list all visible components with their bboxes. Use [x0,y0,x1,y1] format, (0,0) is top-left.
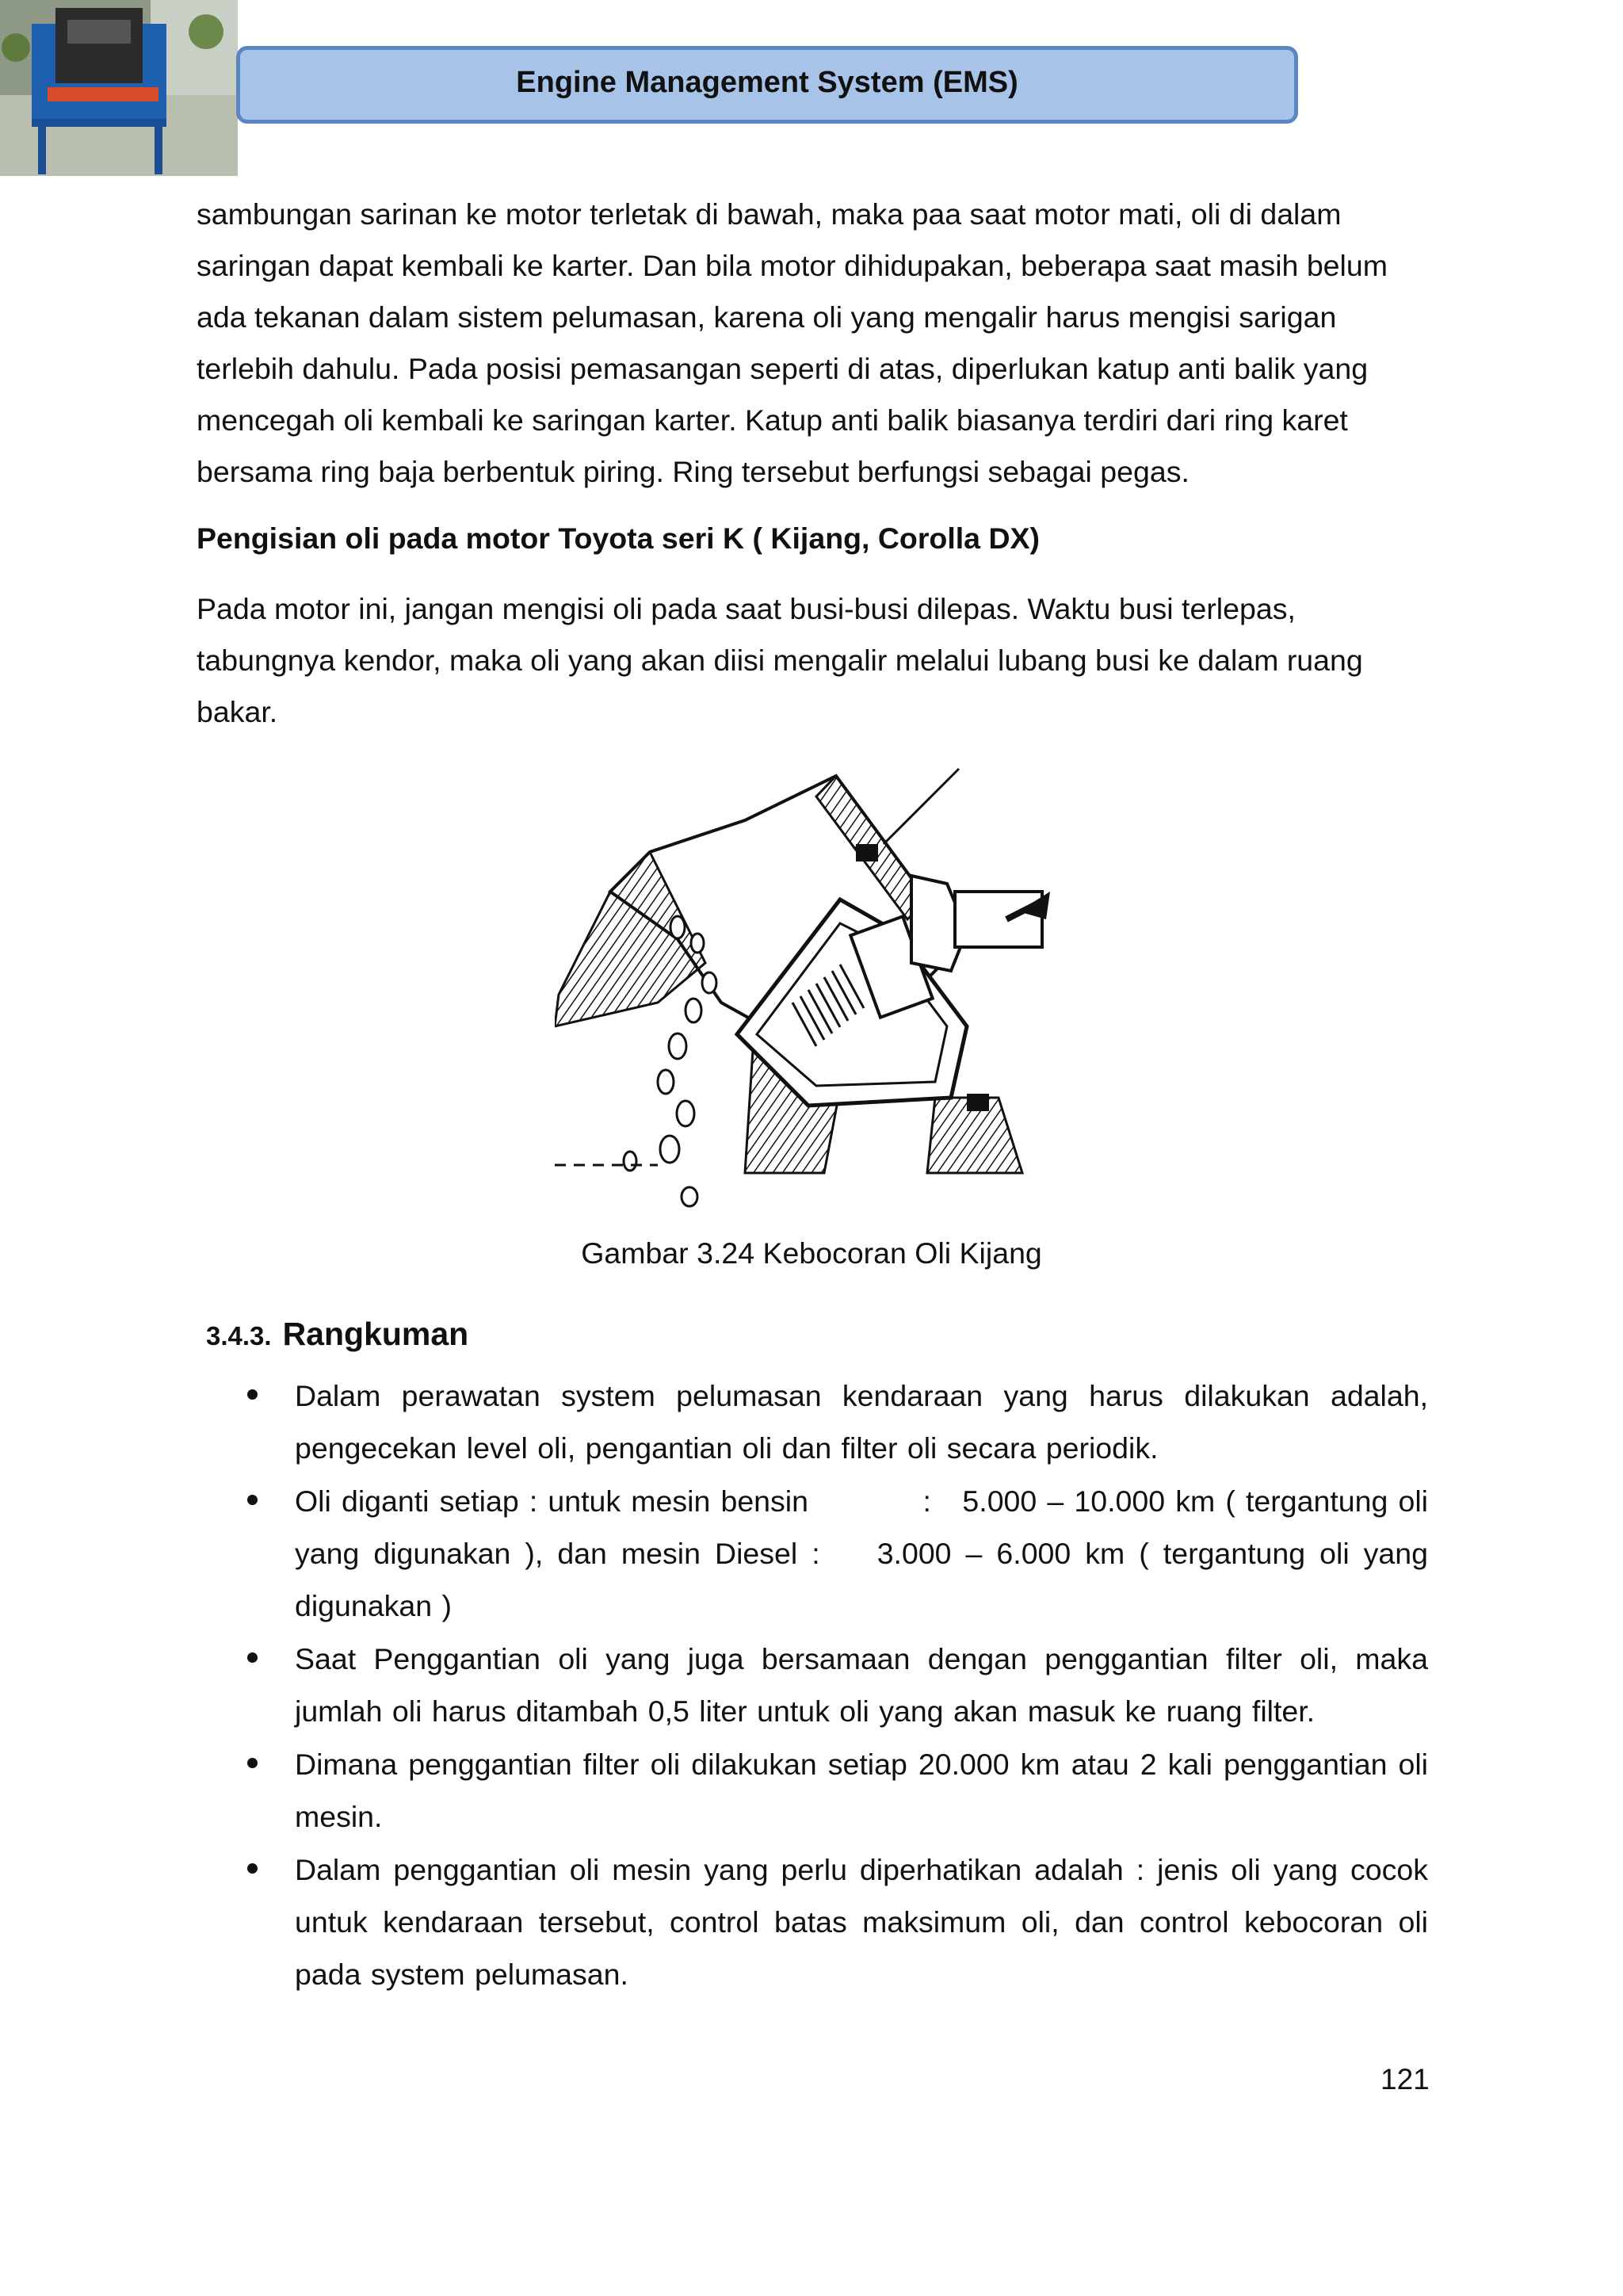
paragraph-line: bersama ring baja berbentuk piring. Ring tersebut berfungsi sebagai pegas. [197,455,1190,488]
list-item-text: Dalam penggantian oli mesin yang perlu diperhatikan adalah : jenis oli yang cocok untuk kendaraan tersebut, control batas maksimum oli, dan control kebocoran oli pada system pelumasan. [295,1853,1428,1991]
bullet-icon [247,1389,258,1400]
paragraph-line: saringan dapat kembali ke karter. Dan bila motor dihidupakan, beberapa saat masih belum [197,249,1388,282]
paragraph-2 [197,583,1429,738]
header-banner [236,46,1298,124]
list-item-text: Dimana penggantian filter oli dilakukan setiap 20.000 km atau 2 kali penggantian oli mesin. [295,1748,1428,1833]
summary-list [247,1370,1428,2001]
list-item [247,1370,1428,1474]
bullet-icon [247,1863,258,1874]
list-item-text: Oli diganti setiap : untuk mesin bensin : 5.000 – 10.000 km ( tergantung oli yang digunakan ), dan mesin Diesel : 3.000 – 6.000 km ( tergantung oli yang digunakan ) [295,1484,1428,1622]
paragraph-line: tabungnya kendor, maka oli yang akan diisi mengalir melalui lubang busi ke dalam ruang [197,644,1363,677]
bullet-icon [247,1495,258,1505]
section-heading [206,1316,468,1353]
section-number: 3.4.3. [206,1321,272,1350]
header-engine-photo [0,0,238,176]
header-title: Engine Management System (EMS) [516,66,1018,99]
page-number: 121 [1381,2063,1430,2095]
bullet-icon [247,1652,258,1663]
list-item [247,1633,1428,1737]
list-item-text: Saat Penggantian oli yang juga bersamaan dengan penggantian filter oli, maka jumlah oli harus ditambah 0,5 liter untuk oli yang akan masuk ke ruang filter. [295,1642,1428,1728]
bullet-icon [247,1758,258,1768]
paragraph-line: sambungan sarinan ke motor terletak di bawah, maka paa saat motor mati, oli di dalam [197,197,1342,231]
list-item [247,1475,1428,1632]
paragraph-line: ada tekanan dalam sistem pelumasan, karena oli yang mengalir harus mengisi sarigan [197,300,1337,334]
list-item [247,1738,1428,1843]
subheading: Pengisian oli pada motor Toyota seri K ( Kijang, Corolla DX) [197,521,1041,555]
paragraph-line: Pada motor ini, jangan mengisi oli pada saat busi-busi dilepas. Waktu busi terlepas, [197,592,1296,625]
oil-leak-illustration [555,765,1062,1209]
list-item-text: Dalam perawatan system pelumasan kendaraan yang harus dilakukan adalah, pengecekan level oli, pengantian oli dan filter oli secara periodik. [295,1379,1428,1465]
paragraph-line: bakar. [197,695,278,728]
list-item [247,1843,1428,2000]
paragraph-line: mencegah oli kembali ke saringan karter. Katup anti balik biasanya terdiri dari ring karet [197,403,1348,437]
paragraph-line: terlebih dahulu. Pada posisi pemasangan seperti di atas, diperlukan katup anti balik yang [197,352,1369,385]
section-title: Rangkuman [282,1316,469,1352]
figure-caption: Gambar 3.24 Kebocoran Oli Kijang [581,1236,1042,1270]
paragraph-1 [197,189,1429,498]
